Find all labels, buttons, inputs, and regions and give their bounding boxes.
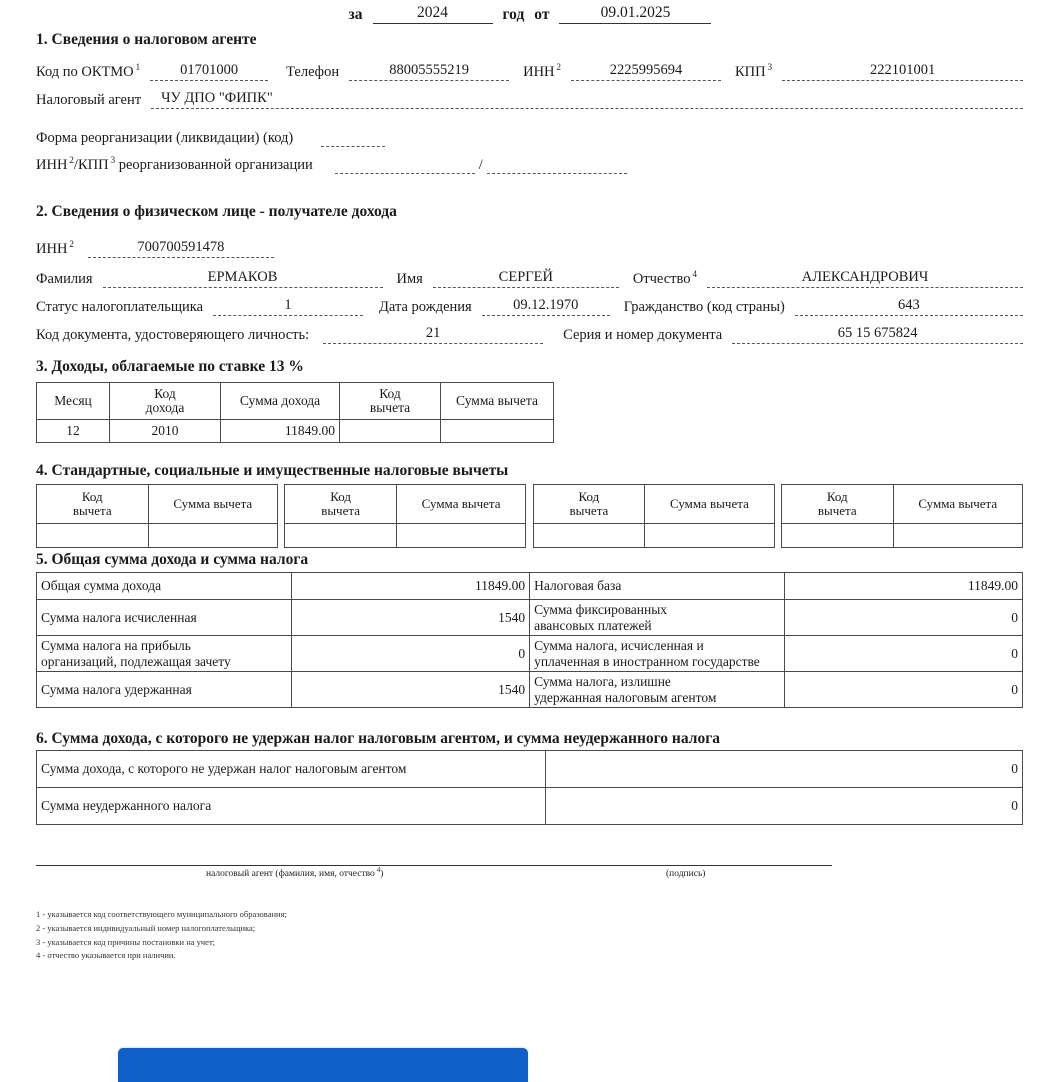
unwithheld-table xyxy=(36,750,1023,825)
totals-value-profit-tax-offset[interactable]: 0 xyxy=(292,636,530,672)
citizenship-value[interactable]: 643 xyxy=(795,297,1023,316)
reorg-kpp-value[interactable] xyxy=(487,155,627,174)
agent-name-row xyxy=(36,90,1023,109)
reorg-inn-kpp-row xyxy=(36,155,627,174)
agent-name-value[interactable]: ЧУ ДПО "ФИПК" xyxy=(151,90,1023,109)
deduction-col-amount-2: Сумма вычета xyxy=(396,485,525,524)
totals-value-total-income[interactable]: 11849.00 xyxy=(292,573,530,600)
totals-value-tax-withheld[interactable]: 1540 xyxy=(292,672,530,708)
oktmo-value[interactable]: 01701000 xyxy=(150,62,268,81)
agent-kpp-footnote-ref: 3 xyxy=(767,62,773,73)
phone-label: Телефон xyxy=(286,64,340,81)
birthdate-value[interactable]: 09.12.1970 xyxy=(482,297,610,316)
deduction-col-amount-1: Сумма вычета xyxy=(148,485,277,524)
footnote-4: 4 - отчество указывается при наличии. xyxy=(36,950,176,961)
deduction-col-code-2: Код вычета xyxy=(285,485,397,524)
agent-kpp-label: КПП $^3$ xyxy=(735,62,773,81)
deduction-block-3 xyxy=(533,484,775,548)
totals-value-fixed-advance[interactable]: 0 xyxy=(785,600,1023,636)
deduction-cell-amount-1[interactable] xyxy=(148,524,277,548)
footnote-3: 3 - указывается код причины постановки на учет; xyxy=(36,936,216,947)
totals-label-foreign-tax: Сумма налога, исчисленная и уплаченная в иностранном государстве xyxy=(530,636,785,672)
primary-action-button[interactable] xyxy=(118,1048,528,1082)
person-inn-label: ИНН $^2$ xyxy=(36,239,74,258)
document-number-value[interactable]: 65 15 675824 xyxy=(732,325,1023,344)
income-table xyxy=(36,382,554,443)
deduction-col-code-3: Код вычета xyxy=(533,485,645,524)
deduction-block-2 xyxy=(284,484,526,548)
table-row xyxy=(37,600,1023,636)
reorg-inn-value[interactable] xyxy=(335,155,475,174)
oktmo-label: Код по ОКТМО $^1$ xyxy=(36,62,141,81)
lastname-value[interactable]: ЕРМАКОВ xyxy=(103,269,383,288)
reorg-form-row xyxy=(36,128,385,147)
totals-label-profit-tax-offset: Сумма налога на прибыль организаций, подлежащая зачету xyxy=(37,636,292,672)
table-row xyxy=(37,636,1023,672)
table-row xyxy=(37,524,278,548)
reorg-inn-kpp-label: ИНН $^2$/КПП $^3$ реорганизованной организации xyxy=(36,155,313,174)
document-number-label: Серия и номер документа xyxy=(563,327,723,344)
income-cell-deduction-amount[interactable] xyxy=(441,420,554,443)
deduction-cell-code-1[interactable] xyxy=(37,524,149,548)
person-inn-value[interactable]: 700700591478 xyxy=(88,239,274,258)
unwithheld-value-tax[interactable]: 0 xyxy=(546,788,1023,825)
unwithheld-label-tax: Сумма неудержанного налога xyxy=(37,788,546,825)
totals-label-tax-calculated: Сумма налога исчисленная xyxy=(37,600,292,636)
person-fio-row xyxy=(36,269,1023,288)
signature-caption-agent: налоговый агент (фамилия, имя, отчество $^4$) xyxy=(206,865,384,879)
table-row xyxy=(37,751,1023,788)
table-row xyxy=(37,573,1023,600)
patronymic-footnote-ref: 4 xyxy=(692,269,697,280)
deduction-col-code-1: Код вычета xyxy=(37,485,149,524)
income-col-income-amount: Сумма дохода xyxy=(221,383,340,420)
unwithheld-value-income[interactable]: 0 xyxy=(546,751,1023,788)
deduction-cell-amount-4[interactable] xyxy=(893,524,1022,548)
agent-inn-value[interactable]: 2225995694 xyxy=(571,62,721,81)
document-header xyxy=(0,4,1060,24)
section-1-title: 1. Сведения о налоговом агенте xyxy=(36,31,257,48)
lastname-label: Фамилия xyxy=(36,271,93,288)
table-row xyxy=(37,420,554,443)
totals-label-total-income: Общая сумма дохода xyxy=(37,573,292,600)
totals-label-tax-withheld: Сумма налога удержанная xyxy=(37,672,292,708)
income-cell-income-amount[interactable]: 11849.00 xyxy=(221,420,340,443)
period-for-label: за xyxy=(348,6,363,23)
person-inn-row xyxy=(36,239,274,258)
deduction-cell-amount-3[interactable] xyxy=(645,524,774,548)
income-cell-income-code[interactable]: 2010 xyxy=(110,420,221,443)
income-cell-deduction-code[interactable] xyxy=(340,420,441,443)
reorg-form-value[interactable] xyxy=(321,128,385,147)
patronymic-label: Отчество $^4$ xyxy=(632,269,697,288)
income-col-income-code: Код дохода xyxy=(110,383,221,420)
section-3-title: 3. Доходы, облагаемые по ставке 13 % xyxy=(36,358,304,375)
deduction-col-amount-3: Сумма вычета xyxy=(645,485,774,524)
income-col-month: Месяц xyxy=(37,383,110,420)
income-table-header-row xyxy=(37,383,554,420)
section-2-title: 2. Сведения о физическом лице - получателе дохода xyxy=(36,203,397,220)
deduction-cell-code-2[interactable] xyxy=(285,524,397,548)
totals-value-tax-calculated[interactable]: 1540 xyxy=(292,600,530,636)
deduction-cell-amount-2[interactable] xyxy=(396,524,525,548)
table-row xyxy=(37,788,1023,825)
document-date-value: 09.01.2025 xyxy=(559,4,711,24)
deduction-cell-code-4[interactable] xyxy=(781,524,893,548)
unwithheld-label-income: Сумма дохода, с которого не удержан налог налоговым агентом xyxy=(37,751,546,788)
deduction-block-1 xyxy=(36,484,278,548)
period-year-value: 2024 xyxy=(373,4,493,24)
totals-table xyxy=(36,572,1023,708)
section-4-title: 4. Стандартные, социальные и имущественные налоговые вычеты xyxy=(36,462,509,479)
section-6-title: 6. Сумма дохода, с которого не удержан налог налоговым агентом, и сумма неудержанного налога xyxy=(36,730,720,747)
deduction-block-4 xyxy=(781,484,1023,548)
document-code-value[interactable]: 21 xyxy=(323,325,543,344)
taxpayer-status-label: Статус налогоплательщика xyxy=(36,299,204,316)
footnotes xyxy=(36,908,287,963)
oktmo-footnote-ref: 1 xyxy=(135,62,141,73)
agent-codes-row xyxy=(36,62,1023,81)
income-cell-month[interactable]: 12 xyxy=(37,420,110,443)
deduction-col-code-4: Код вычета xyxy=(781,485,893,524)
birthdate-label: Дата рождения xyxy=(379,299,472,316)
table-row xyxy=(533,524,774,548)
totals-label-excess-withheld: Сумма налога, излишне удержанная налоговым агентом xyxy=(530,672,785,708)
agent-kpp-value[interactable]: 222101001 xyxy=(782,62,1023,81)
agent-inn-footnote-ref: 2 xyxy=(556,62,562,73)
signature-rule xyxy=(36,865,832,866)
totals-label-tax-base: Налоговая база xyxy=(530,573,785,600)
person-inn-footnote-ref: 2 xyxy=(69,239,74,250)
totals-label-fixed-advance: Сумма фиксированных авансовых платежей xyxy=(530,600,785,636)
table-row xyxy=(781,524,1022,548)
person-document-row xyxy=(36,325,1023,344)
patronymic-value[interactable]: АЛЕКСАНДРОВИЧ xyxy=(707,269,1023,288)
totals-value-excess-withheld[interactable]: 0 xyxy=(785,672,1023,708)
deduction-col-amount-4: Сумма вычета xyxy=(893,485,1022,524)
table-row xyxy=(37,672,1023,708)
footnote-1: 1 - указывается код соответствующего муниципального образования; xyxy=(36,909,287,919)
table-row xyxy=(285,524,526,548)
totals-value-tax-base[interactable]: 11849.00 xyxy=(785,573,1023,600)
taxpayer-status-value[interactable]: 1 xyxy=(213,297,363,316)
person-status-row xyxy=(36,297,1023,316)
reorg-form-label: Форма реорганизации (ликвидации) (код) xyxy=(36,130,294,147)
deduction-cell-code-3[interactable] xyxy=(533,524,645,548)
section-5-title: 5. Общая сумма дохода и сумма налога xyxy=(36,551,309,568)
agent-name-label: Налоговый агент xyxy=(36,92,142,109)
income-col-deduction-amount: Сумма вычета xyxy=(441,383,554,420)
reorg-separator: / xyxy=(478,157,483,174)
signature-caption-sign: (подпись) xyxy=(666,869,706,879)
firstname-value[interactable]: СЕРГЕЙ xyxy=(433,269,619,288)
citizenship-label: Гражданство (код страны) xyxy=(623,299,785,316)
document-code-label: Код документа, удостоверяющего личность: xyxy=(36,327,310,344)
deductions-blocks xyxy=(36,484,1023,548)
document-date-label: от xyxy=(534,6,550,23)
signature-captions xyxy=(36,865,832,885)
agent-inn-label: ИНН $^2$ xyxy=(523,62,562,81)
totals-value-foreign-tax[interactable]: 0 xyxy=(785,636,1023,672)
footnote-2: 2 - указывается индивидуальный номер налогоплательщика; xyxy=(36,922,256,933)
phone-value[interactable]: 88005555219 xyxy=(349,62,509,81)
period-year-word: год xyxy=(502,6,525,23)
income-col-deduction-code: Код вычета xyxy=(340,383,441,420)
signature-area xyxy=(36,865,832,885)
firstname-label: Имя xyxy=(396,271,423,288)
